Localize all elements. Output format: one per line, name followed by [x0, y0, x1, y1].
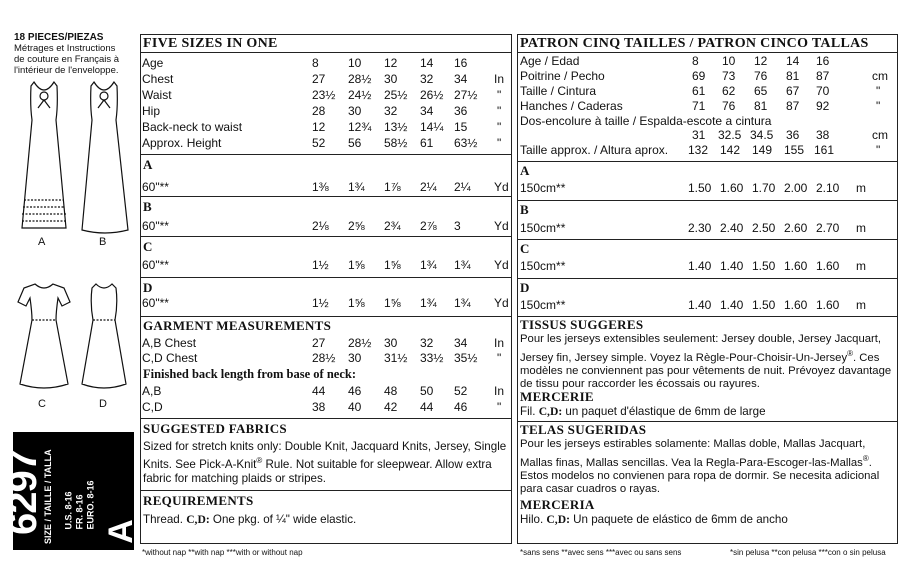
back-length-title: Finished back length from base of neck: [143, 367, 356, 381]
cd-back-length-row: C,D 38 40 42 44 46 " [142, 400, 502, 414]
age-row: Age 8 10 12 14 16 [142, 56, 468, 70]
view-d-figure [82, 284, 126, 388]
chest-row: Chest 27 28½ 30 32 34 In [142, 72, 505, 86]
fr-backneck-row: 31 32.5 34.5 36 38 cm [692, 128, 888, 142]
english-left-border [140, 34, 141, 544]
french-title: PATRON CINQ TAILLES / PATRON CINCO TALLAS [520, 36, 869, 51]
waist-row: Waist 23½ 24½ 25½ 26½ 27½ " [142, 88, 502, 102]
view-b-label: B [99, 236, 107, 248]
fr-age-row: Age / Edad 8 10 12 14 16 [520, 54, 830, 68]
size-taille-label: SIZE / TAILLE / TALLA [43, 449, 53, 544]
requirements-title: REQUIREMENTS [143, 493, 254, 508]
pieces-count: 18 PIECES/PIEZAS [14, 32, 104, 43]
fr-view-b-meterage: 150cm** 2.30 2.40 2.50 2.60 2.70 m [520, 221, 866, 235]
tissus-text: Pour les jerseys extensibles seulement: Jersey double, Jersey Jacquart, Jersey fin, Jersey simple. Voyez la Règle-Pour-Choisir-Un-Jersey®. Ces modèles ne conviennent pas pour vêtements de nuit. Prévoyez davantage de tissu pour raccorder les écossais ou rayures. [520, 333, 892, 391]
size-ranges: U.S. 8-16 FR. 8-16 EURO. 8-16 [63, 480, 96, 530]
back-neck-row: Back-neck to waist 12 12¾ 13½ 14¼ 15 " [142, 120, 502, 134]
suggested-fabrics-title: SUGGESTED FABRICS [143, 421, 287, 436]
fr-view-b-heading: B [520, 202, 529, 217]
view-a-heading: A [143, 157, 153, 172]
fr-view-d-heading: D [520, 280, 530, 295]
french-footnote: *sans sens **avec sens ***avec ou sans sens [520, 548, 682, 557]
view-b-heading: B [143, 199, 152, 214]
english-footnote: *without nap **with nap ***with or without nap [142, 548, 303, 557]
english-title: FIVE SIZES IN ONE [143, 36, 278, 51]
fr-waist-row: Taille / Cintura 61 62 65 67 70 " [520, 84, 881, 98]
mercerie-text: Fil. C,D: un paquet d'élastique de 6mm de large [520, 405, 766, 418]
english-top-border [140, 34, 512, 35]
view-c-label: C [38, 398, 46, 410]
view-c-yardage: 60"** 1½ 1⅝ 1⅝ 1¾ 1¾ Yd [142, 258, 509, 272]
view-illustrations [0, 76, 140, 421]
fr-backneck-label: Dos-encolure à taille / Espalda-escote a cintura [520, 114, 772, 128]
view-c-figure [18, 284, 70, 388]
garment-measurements-title: GARMENT MEASUREMENTS [143, 318, 332, 333]
view-d-heading: D [143, 280, 153, 295]
hip-row: Hip 28 30 32 34 36 " [142, 104, 502, 118]
view-d-yardage: 60"** 1½ 1⅝ 1⅝ 1¾ 1¾ Yd [142, 296, 509, 310]
fr-height-row: Taille approx. / Altura aprox. 132 142 149 155 161 " [520, 143, 881, 157]
fr-view-a-meterage: 150cm** 1.50 1.60 1.70 2.00 2.10 m [520, 181, 866, 195]
requirements-text: Thread. C,D: One pkg. of ¼" wide elastic. [143, 513, 357, 526]
fr-chest-row: Poitrine / Pecho 69 73 76 81 87 cm [520, 69, 888, 83]
fr-view-a-heading: A [520, 163, 530, 178]
height-row: Approx. Height 52 56 58½ 61 63½ " [142, 136, 502, 150]
telas-text: Pour les jerseys estirables solamente: Mallas doble, Mallas Jacquart, Mallas finas, Mallas sencillas. Vea la Regla-Para-Escoger-las-Mallas®. Estos modelos no convienen para ropa de dormir. Se necesita adicional para casar cuadros o rayas. [520, 438, 880, 496]
view-b-yardage: 60"** 2⅛ 2⅝ 2¾ 2⅞ 3 Yd [142, 219, 509, 233]
view-b-figure [82, 82, 128, 233]
tissus-title: TISSUS SUGGERES [520, 317, 644, 332]
cd-chest-row: C,D Chest 28½ 30 31½ 33½ 35½ " [142, 351, 502, 365]
view-a-yardage: 60"** 1⅜ 1¾ 1⅞ 2¼ 2¼ Yd [142, 180, 509, 194]
mercerie-title: MERCERIE [520, 389, 594, 404]
view-a-label: A [38, 236, 46, 248]
view-d-label: D [99, 398, 107, 410]
ab-chest-row: A,B Chest 27 28½ 30 32 34 In [142, 336, 505, 350]
english-right-border [511, 34, 512, 544]
fr-view-c-heading: C [520, 241, 530, 256]
fr-view-c-meterage: 150cm** 1.40 1.40 1.50 1.60 1.60 m [520, 259, 866, 273]
fr-hip-row: Hanches / Caderas 71 76 81 87 92 " [520, 99, 881, 113]
pattern-number: 6297 [0, 450, 45, 535]
view-c-heading: C [143, 239, 153, 254]
merceria-text: Hilo. C,D: Un paquete de elástico de 6mm de ancho [520, 513, 788, 526]
pattern-letter: A [101, 519, 140, 544]
pattern-number-block [0, 432, 140, 550]
suggested-fabrics-text: Sized for stretch knits only: Double Knit, Jacquard Knits, Jersey, Single Knits. See Pick-A-Knit® Rule. Not suitable for sleepwear. Allow extra fabric for matching plaids or stripes. [143, 440, 507, 485]
telas-title: TELAS SUGERIDAS [520, 422, 647, 437]
merceria-title: MERCERIA [520, 497, 595, 512]
ab-back-length-row: A,B 44 46 48 50 52 In [142, 384, 505, 398]
view-a-figure [22, 82, 66, 228]
spanish-footnote: *sin pelusa **con pelusa ***con o sin pelusa [730, 548, 886, 557]
french-instructions-note: Métrages et Instructions de couture en Français à l'intérieur de l'enveloppe. [14, 43, 120, 76]
fr-view-d-meterage: 150cm** 1.40 1.40 1.50 1.60 1.60 m [520, 298, 866, 312]
